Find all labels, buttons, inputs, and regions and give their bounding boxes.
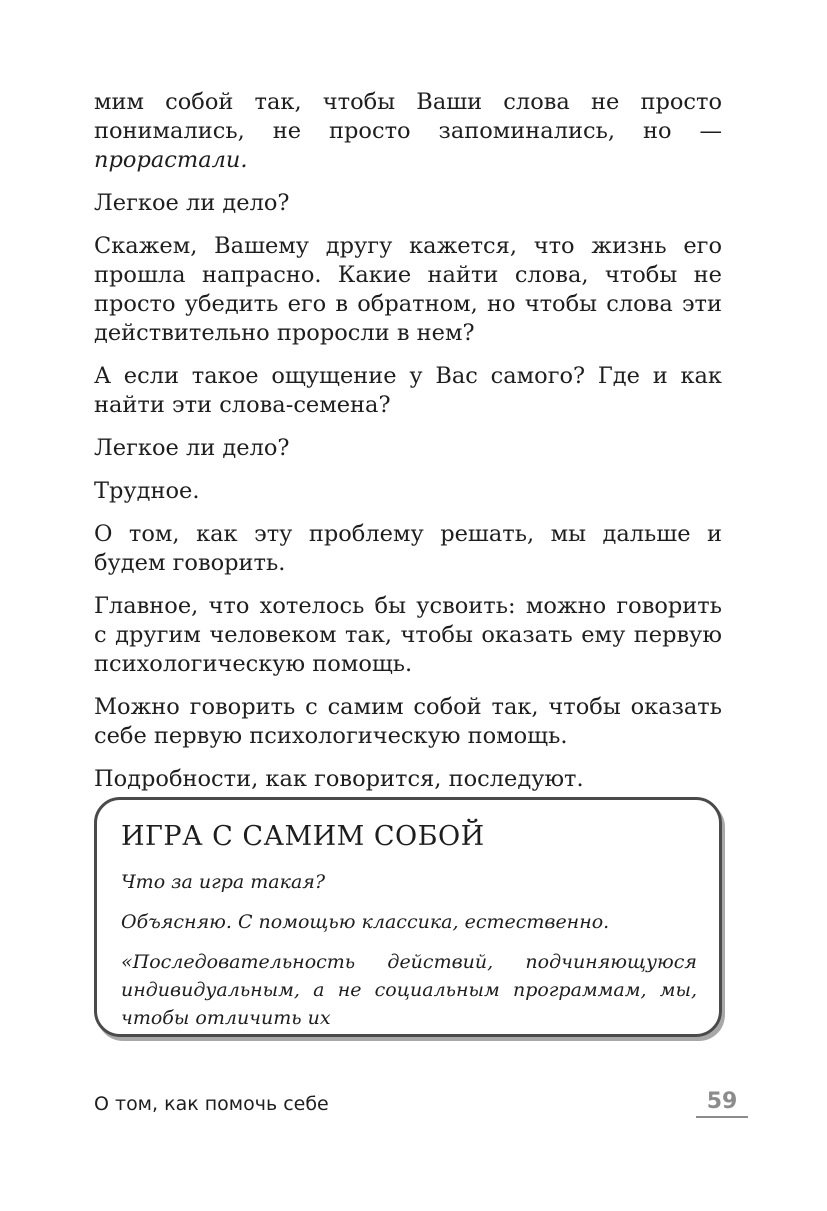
paragraph-7: О том, как эту проблему решать, мы дальше и будем говорить.	[94, 521, 722, 576]
page-number-rule	[696, 1116, 748, 1118]
paragraph-1-emphasis: прорастали.	[94, 147, 248, 173]
paragraph-3: Скажем, Вашему другу кажется, что жизнь его прошла напрасно. Какие найти слова, чтобы не просто убедить его в обратном, но чтобы слова эти действительно проросли в нем?	[94, 233, 722, 346]
paragraph-9: Можно говорить с самим собой так, чтобы оказать себе первую психологическую помощь.	[94, 694, 722, 749]
box-paragraph-3: «Последовательность действий, подчиняющуюся индивидуальным, а не социальным программам, мы, чтобы отличить их	[121, 951, 697, 1029]
paragraph-2: Легкое ли дело?	[94, 190, 290, 216]
paragraph-1-text: мим собой так, чтобы Ваши слова не просто понимались, не просто запоминались, но —	[94, 89, 722, 144]
paragraph-4: А если такое ощущение у Вас самого? Где и как найти эти слова-семена?	[94, 363, 722, 418]
box-paragraph-2: Объясняю. С помощью классика, естественно.	[121, 911, 610, 933]
main-text	[94, 88, 722, 808]
paragraph-10: Подробности, как говорится, последуют.	[94, 766, 584, 792]
paragraph-5: Легкое ли дело?	[94, 435, 290, 461]
paragraph-6: Трудное.	[94, 478, 200, 504]
paragraph-1	[94, 88, 722, 175]
box-paragraph-1: Что за игра такая?	[121, 871, 326, 893]
sidebar-box	[94, 797, 722, 1037]
box-title: ИГРА С САМИМ СОБОЙ	[121, 821, 485, 852]
box-text	[121, 868, 697, 1032]
page-number: 59	[706, 1089, 738, 1114]
running-footer: О том, как помочь себе	[94, 1093, 329, 1115]
paragraph-8: Главное, что хотелось бы усвоить: можно говорить с другим человеком так, чтобы оказать ему первую психологическую помощь.	[94, 593, 722, 677]
